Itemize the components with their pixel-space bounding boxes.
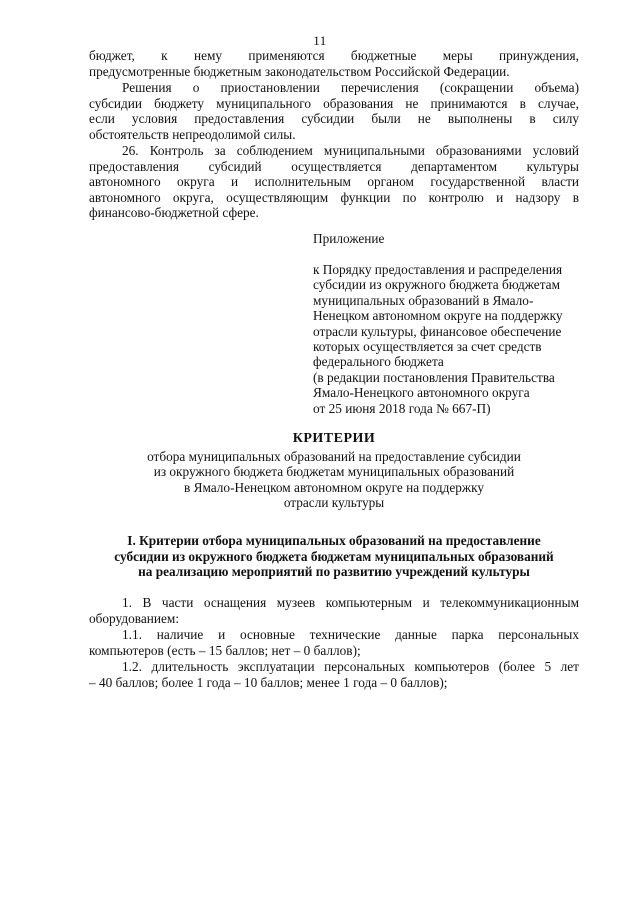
page-number: 11	[313, 33, 327, 48]
appendix-line: Ненецком автономном округе на поддержку	[313, 308, 563, 324]
text-line: если условия предоставления субсидии были не выполнены в силу	[89, 111, 579, 127]
heading-line: субсидии из окружного бюджета бюджетам муниципальных образований	[114, 548, 554, 564]
text-line: обстоятельств непреодолимой силы.	[89, 126, 296, 142]
paragraph-suspension-decisions	[89, 80, 579, 142]
text-line: финансово-бюджетной сфере.	[89, 205, 259, 221]
criteria-item-1	[89, 595, 579, 626]
text-line: – 40 баллов; более 1 года – 10 баллов; менее 1 года – 0 баллов);	[89, 674, 448, 690]
text-line: компьютеров (есть – 15 баллов; нет – 0 баллов);	[89, 642, 361, 658]
section-heading	[89, 533, 579, 580]
subtitle-line: отбора муниципальных образований на предоставление субсидии	[147, 449, 521, 464]
appendix-line: от 25 июня 2018 года № 667-П)	[313, 400, 491, 416]
text-line: бюджет, к нему применяются бюджетные меры принуждения,	[89, 48, 579, 63]
appendix-line: муниципальных образований в Ямало-	[313, 292, 534, 308]
paragraph-budget-coercion	[89, 48, 579, 79]
text-line: 1.2. длительность эксплуатации персональных компьютеров (более 5 лет	[122, 659, 579, 674]
text-line: автономного округа и исполнительным органом государственной власти	[89, 174, 579, 190]
appendix-line: к Порядку предоставления и распределения	[313, 262, 563, 277]
text-line: 26. Контроль за соблюдением муниципальными образованиями условий	[122, 143, 579, 158]
text-line: 1. В части оснащения музеев компьютерным и телекоммуникационным	[122, 595, 579, 610]
text-line: 1.1. наличие и основные технические данные парка персональных	[122, 627, 579, 642]
subtitle-line: из окружного бюджета бюджетам муниципальных образований	[153, 464, 515, 480]
appendix-line: которых осуществляется за счет средств	[313, 339, 542, 355]
criteria-subtitle	[89, 449, 579, 511]
criteria-item-1-2	[89, 659, 579, 690]
text-line: автономного округа, осуществляющим функции по контролю и надзору в	[89, 189, 579, 205]
heading-line: I. Критерии отбора муниципальных образований на предоставление	[127, 533, 541, 548]
subtitle-line: в Ямало-Ненецком автономном округе на поддержку	[183, 479, 485, 495]
text-line: предоставления субсидий осуществляется департаментом культуры	[89, 158, 579, 174]
appendix-line: отрасли культуры, финансовое обеспечение	[313, 323, 562, 339]
criteria-item-1-1	[89, 627, 579, 658]
appendix-reference	[313, 262, 588, 416]
appendix-line: субсидии из окружного бюджета бюджетам	[313, 277, 560, 293]
appendix-line: Ямало-Ненецкого автономного округа	[313, 385, 530, 401]
text-line: субсидии бюджету муниципального образования не принимаются в случае,	[89, 95, 579, 111]
appendix-line: (в редакции постановления Правительства	[313, 369, 555, 385]
appendix-line: федерального бюджета	[313, 354, 444, 370]
paragraph-control-26	[89, 143, 579, 221]
criteria-title: КРИТЕРИИ	[292, 431, 376, 446]
text-line: Решения о приостановлении перечисления (сокращении объема)	[122, 80, 579, 95]
subtitle-line: отрасли культуры	[283, 495, 385, 511]
text-line: предусмотренные бюджетным законодательством Российской Федерации.	[89, 63, 510, 79]
appendix-title: Приложение	[313, 231, 385, 246]
text-line: оборудованием:	[89, 610, 180, 626]
heading-line: на реализацию мероприятий по развитию учреждений культуры	[138, 564, 530, 580]
